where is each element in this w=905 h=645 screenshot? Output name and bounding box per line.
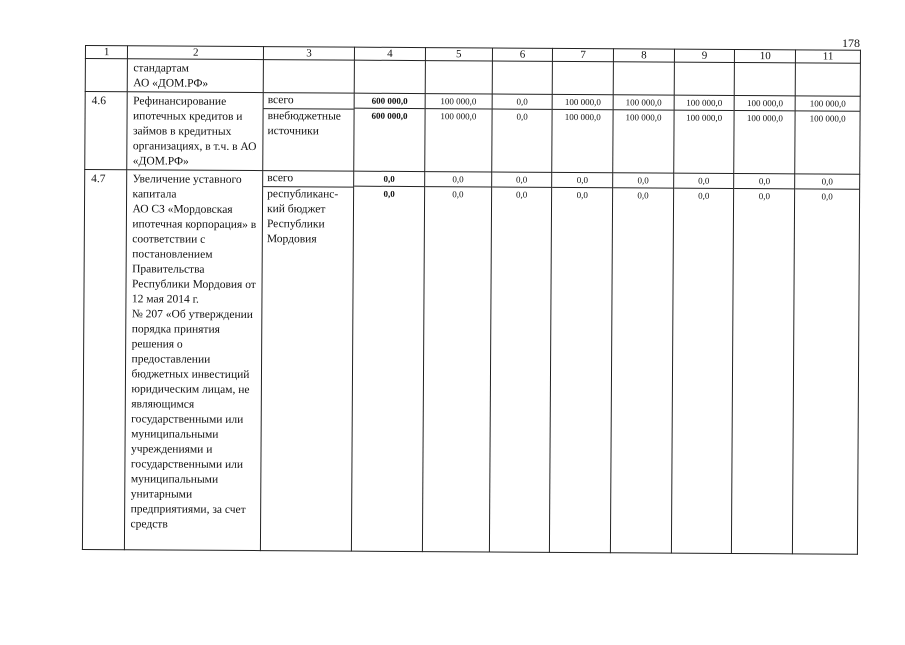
measure-name: стандартам АО «ДОМ.РФ» <box>128 59 264 93</box>
row-number: 4.6 <box>85 92 128 170</box>
funding-source-label: всего <box>264 93 354 110</box>
amount-value: 0,0 <box>576 190 588 201</box>
amount-value: 100 000,0 <box>746 113 783 124</box>
measure-name: Рефинансирование ипотечных кредитов и займов в кредитных организациях, в т.ч. в АО «ДОМ.РФ» <box>127 92 263 171</box>
amount-cell <box>732 173 795 553</box>
amount-value: 100 000,0 <box>809 113 846 124</box>
funding-source <box>263 93 355 172</box>
funding-source <box>260 171 353 552</box>
amount-value: 0,0 <box>492 94 552 109</box>
amount-value: 0,0 <box>354 172 424 187</box>
header-cell: 7 <box>553 48 614 61</box>
amount-cell <box>491 94 552 172</box>
amount-cell <box>354 93 425 171</box>
amount-value: 0,0 <box>795 174 859 189</box>
table-row <box>82 170 859 555</box>
amount-value: 100 000,0 <box>426 94 492 109</box>
amount-value: 100 000,0 <box>735 96 795 111</box>
header-cell: 9 <box>674 49 735 62</box>
amount-cell <box>674 62 735 95</box>
amount-cell <box>613 95 674 173</box>
amount-value: 100 000,0 <box>686 112 723 123</box>
amount-value: 100 000,0 <box>440 111 477 122</box>
amount-value: 100 000,0 <box>614 95 674 110</box>
header-cell: 3 <box>263 47 354 61</box>
row-number <box>85 59 128 92</box>
amount-cell <box>354 60 425 93</box>
amount-value: 600 000,0 <box>371 110 408 121</box>
funding-source-label: республиканс-кий бюджет Республики Мордовия <box>266 188 339 246</box>
amount-value: 0,0 <box>425 172 491 187</box>
amount-value: 0,0 <box>383 188 395 199</box>
amount-cell <box>793 174 860 554</box>
amount-cell <box>674 95 735 173</box>
header-cell: 2 <box>128 46 264 60</box>
amount-cell <box>425 61 492 94</box>
amount-value: 0,0 <box>516 111 528 122</box>
funding-source <box>263 60 354 94</box>
header-cell: 1 <box>85 46 128 59</box>
amount-cell <box>425 94 492 172</box>
amount-cell <box>735 62 796 95</box>
row-number: 4.7 <box>82 170 127 550</box>
amount-cell <box>795 96 860 174</box>
amount-cell <box>671 173 734 553</box>
amount-value: 600 000,0 <box>355 94 425 109</box>
table-row <box>85 92 860 175</box>
amount-value: 0,0 <box>735 174 795 189</box>
amount-value: 0,0 <box>637 190 649 201</box>
amount-cell <box>613 62 674 95</box>
table-row <box>85 59 860 97</box>
funding-source-label: всего <box>263 171 353 188</box>
amount-cell <box>553 61 614 94</box>
amount-value: 0,0 <box>452 189 464 200</box>
amount-cell <box>610 173 673 553</box>
budget-table <box>82 45 861 555</box>
amount-cell <box>422 172 491 552</box>
amount-value: 100 000,0 <box>564 111 601 123</box>
amount-value: 100 000,0 <box>553 95 613 110</box>
amount-value: 0,0 <box>758 191 771 202</box>
header-cell: 10 <box>735 49 796 62</box>
amount-value: 0,0 <box>515 189 528 200</box>
amount-cell <box>552 94 613 172</box>
header-cell: 5 <box>425 48 492 61</box>
amount-cell <box>489 172 552 552</box>
amount-value: 0,0 <box>674 174 734 189</box>
amount-cell <box>352 171 425 551</box>
amount-cell <box>550 172 613 552</box>
header-cell: 6 <box>492 48 553 61</box>
header-cell: 11 <box>796 50 861 63</box>
amount-value: 0,0 <box>613 173 673 188</box>
amount-value: 0,0 <box>698 190 710 201</box>
amount-value: 0,0 <box>492 172 552 187</box>
page-number: 178 <box>842 36 860 50</box>
amount-cell <box>795 63 860 96</box>
measure-name: Увеличение уставного капитала АО СЗ «Мордовская ипотечная корпорация» в соответствии с постановлением Правительства Республики Мордовия от 12 мая 2014 г. № 207 «Об утверждении порядка принятия решения о предоставлении бюджетных инвестиций юридическим лицам, не являющимся государственными или муниципальными учреждениями и государственными или муниципальными унитарными предприятиями, за счет средств <box>125 170 263 551</box>
amount-value: 0,0 <box>821 191 833 202</box>
funding-source-label: внебюджетные источники <box>267 110 341 138</box>
amount-value: 100 000,0 <box>625 112 662 123</box>
amount-value: 100 000,0 <box>674 96 734 111</box>
amount-value: 100 000,0 <box>796 96 860 111</box>
amount-cell <box>492 61 553 94</box>
amount-value: 0,0 <box>553 173 613 188</box>
amount-cell <box>734 95 795 173</box>
header-cell: 8 <box>613 49 674 62</box>
header-cell: 4 <box>355 47 426 60</box>
